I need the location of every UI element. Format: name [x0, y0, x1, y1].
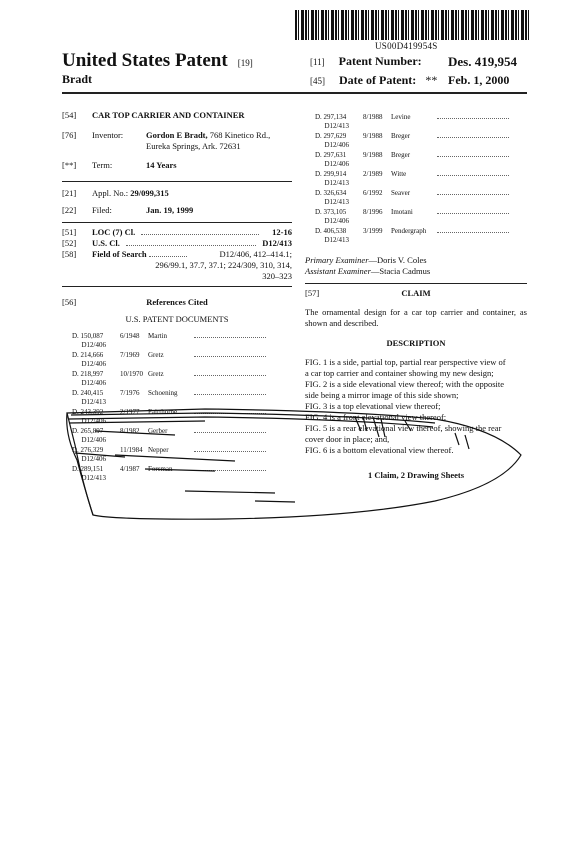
reference-class: D12/413	[324, 179, 349, 187]
claim-tag: [57]	[305, 288, 320, 298]
appl-field	[62, 188, 292, 199]
reference-class: D12/413	[324, 236, 349, 244]
reference-date: 4/1987	[120, 465, 140, 473]
reference-row	[315, 169, 527, 188]
reference-date: 8/1982	[120, 427, 140, 435]
reference-date: 7/1969	[120, 351, 140, 359]
leader-dots	[437, 112, 509, 119]
field-value-1: D12/406, 412–414.1;	[219, 249, 292, 259]
reference-name: Martin	[148, 332, 168, 340]
reference-date: 3/1999	[363, 227, 383, 235]
inventor-short: Bradt	[62, 72, 92, 86]
latch-marks	[355, 417, 367, 431]
reference-class: D12/406	[324, 217, 349, 225]
date-value: Feb. 1, 2000	[448, 73, 510, 87]
reference-row	[315, 188, 527, 207]
claim-text: The ornamental design for a car top carrier and container, as shown and described.	[305, 307, 527, 328]
reference-row	[72, 350, 292, 369]
title-text: CAR TOP CARRIER AND CONTAINER	[92, 110, 245, 120]
uscl-field	[62, 238, 292, 249]
claims-summary: 1 Claim, 2 Drawing Sheets	[367, 470, 465, 480]
references-heading	[62, 297, 292, 308]
patent-date	[310, 73, 510, 88]
loc-field	[62, 227, 292, 238]
reference-class: D12/413	[324, 198, 349, 206]
reference-class: D12/413	[81, 398, 106, 406]
leader-dots	[437, 169, 509, 176]
latch-marks	[373, 417, 385, 437]
date-tag: [45]	[310, 76, 325, 86]
header-rule	[62, 92, 527, 94]
title-field	[62, 110, 292, 121]
reference-number: D. 243,392	[72, 408, 104, 416]
reference-number: D. 289,151	[72, 465, 104, 473]
surface-line	[145, 469, 215, 471]
date-label: Date of Patent:	[339, 73, 417, 87]
reference-name: Fairthorne	[148, 408, 178, 416]
description-line: FIG. 3 is a top elevational view thereof;	[305, 401, 441, 411]
refs-title: References Cited	[146, 297, 208, 307]
reference-name: Imotani	[391, 208, 413, 216]
reference-name: Seaver	[391, 189, 411, 197]
number-tag: [11]	[310, 57, 325, 67]
reference-class: D12/406	[324, 141, 349, 149]
description-line: FIG. 6 is a bottom elevational view thereof.	[305, 445, 454, 455]
description-line: FIG. 2 is a side elevational view thereof; with the opposite	[305, 379, 504, 389]
term-tag: [**]	[62, 160, 77, 170]
country-tag: [19]	[237, 58, 253, 68]
term-value: 14 Years	[146, 160, 177, 170]
reference-name: Breger	[391, 132, 411, 140]
claim-heading	[305, 288, 527, 299]
reference-number: D. 265,897	[72, 427, 104, 435]
reference-date: 10/1970	[120, 370, 143, 378]
reference-class: D12/406	[81, 360, 106, 368]
primary-examiner	[305, 255, 527, 266]
field-label: Field of Search	[92, 249, 147, 259]
inventor-address-2: Eureka Springs, Ark. 72631	[146, 141, 241, 151]
leader-dots	[437, 207, 509, 214]
reference-row	[315, 150, 527, 169]
reference-number: D. 297,629	[315, 132, 347, 140]
leader-dots	[194, 388, 266, 395]
surface-line	[255, 501, 295, 502]
reference-class: D12/413	[81, 474, 106, 482]
latch-marks	[405, 421, 411, 431]
surface-line	[95, 431, 175, 435]
refs-tag: [56]	[62, 297, 77, 307]
description-title: DESCRIPTION	[386, 338, 446, 348]
reference-row	[315, 112, 527, 131]
reference-number: D. 373,105	[315, 208, 347, 216]
reference-class: D12/406	[324, 160, 349, 168]
leader-dots	[437, 131, 509, 138]
inventor-tag: [76]	[62, 130, 77, 140]
claim-title: CLAIM	[401, 288, 431, 298]
description-line: FIG. 5 is a rear elevational view thereof, showing the rear	[305, 423, 502, 433]
latch-marks	[455, 433, 469, 449]
reference-date: 8/1996	[363, 208, 383, 216]
reference-row	[315, 226, 527, 245]
reference-class: D12/406	[81, 436, 106, 444]
rule	[62, 286, 292, 287]
reference-number: D. 326,634	[315, 189, 347, 197]
inventor-address-1: 768 Kinetico Rd.,	[209, 130, 271, 140]
primary-name: —Doris V. Coles	[368, 255, 427, 265]
reference-date: 7/1976	[120, 389, 140, 397]
inventor-field	[62, 130, 292, 152]
reference-name: Pendergraph	[391, 227, 427, 235]
barcode	[295, 10, 530, 40]
date-stars: **	[425, 73, 438, 87]
reference-name: Gretz	[148, 370, 164, 378]
reference-name: Levine	[391, 113, 411, 121]
reference-number: D. 276,329	[72, 446, 104, 454]
reference-number: D. 218,997	[72, 370, 104, 378]
reference-class: D12/413	[324, 122, 349, 130]
filed-label: Filed:	[92, 205, 112, 215]
leader-dots	[194, 369, 266, 376]
reference-name: Gerber	[148, 427, 168, 435]
reference-class: D12/406	[81, 379, 106, 387]
appl-tag: [21]	[62, 188, 77, 198]
reference-number: D. 297,631	[315, 151, 347, 159]
description-line: side being a mirror image of this side shown;	[305, 390, 459, 400]
patent-number	[310, 54, 517, 69]
inventor-name: Gordon E Bradt,	[146, 130, 208, 140]
filed-field	[62, 205, 292, 216]
description-line: FIG. 4 is a front elevational view thereof;	[305, 412, 447, 422]
leader-dots	[437, 150, 509, 157]
primary-label: Primary Examiner	[305, 255, 369, 265]
reference-row	[315, 131, 527, 150]
reference-number: D. 214,666	[72, 351, 104, 359]
field-of-search	[62, 249, 292, 282]
reference-name: Nepper	[148, 446, 169, 454]
description-line: a car top carrier and container showing my new design;	[305, 368, 494, 378]
rule	[305, 283, 527, 284]
leader-dots	[194, 331, 266, 338]
filed-value: Jan. 19, 1999	[146, 205, 194, 215]
term-label: Term:	[92, 160, 113, 170]
reference-number: D. 150,087	[72, 332, 104, 340]
filed-tag: [22]	[62, 205, 77, 215]
lid-edge	[69, 421, 205, 423]
assistant-examiner	[305, 266, 527, 277]
surface-line	[185, 491, 275, 493]
assistant-label: Assistant Examiner	[305, 266, 371, 276]
carrier-outline	[67, 409, 521, 519]
reference-class: D12/406	[81, 341, 106, 349]
leader-dots	[437, 226, 509, 233]
references-list-right	[315, 112, 527, 245]
reference-date: 11/1984	[120, 446, 143, 454]
reference-class: D12/406	[81, 455, 106, 463]
rule	[62, 222, 292, 223]
reference-number: D. 299,914	[315, 170, 347, 178]
reference-name: Schoening	[148, 389, 178, 397]
rule	[62, 181, 292, 182]
assistant-name: —Stacia Cadmus	[370, 266, 431, 276]
field-value-3: 320–323	[262, 271, 292, 281]
surface-line	[115, 455, 235, 461]
reference-name: Witte	[391, 170, 407, 178]
title-tag: [54]	[62, 110, 77, 120]
reference-date: 2/1977	[120, 408, 140, 416]
reference-number: D. 406,538	[315, 227, 347, 235]
field-value-2: 296/99.1, 37.7, 37.1; 224/309, 310, 314,	[155, 260, 292, 270]
loc-value: 12-16	[272, 227, 292, 237]
leader-dots	[194, 350, 266, 357]
reference-row	[315, 207, 527, 226]
reference-name: Breger	[391, 151, 411, 159]
leader-dots	[437, 188, 509, 195]
loc-tag: [51]	[62, 227, 77, 237]
reference-date: 6/1992	[363, 189, 383, 197]
number-label: Patent Number:	[338, 54, 422, 68]
reference-name: Forsman	[148, 465, 173, 473]
carrier-drawing	[55, 405, 530, 530]
appl-label: Appl. No.:	[92, 188, 129, 198]
number-value: Des. 419,954	[448, 54, 517, 69]
reference-date: 9/1988	[363, 132, 383, 140]
refs-subtitle: U.S. PATENT DOCUMENTS	[125, 314, 229, 324]
reference-name: Gretz	[148, 351, 164, 359]
field-tag: [58]	[62, 249, 77, 259]
document-number: US00D419954S	[375, 41, 438, 51]
uscl-value: D12/413	[262, 238, 292, 248]
loc-label: LOC (7) Cl.	[92, 227, 136, 237]
reference-date: 2/1989	[363, 170, 383, 178]
reference-number: D. 297,134	[315, 113, 347, 121]
reference-date: 6/1948	[120, 332, 140, 340]
inventor-label: Inventor:	[92, 130, 124, 140]
uscl-tag: [52]	[62, 238, 77, 248]
description-line: FIG. 1 is a side, partial top, partial rear perspective view of	[305, 357, 506, 367]
term-field	[62, 160, 292, 171]
description-line: cover door in place; and,	[305, 434, 390, 444]
reference-row	[72, 369, 292, 388]
appl-value: 29/099,315	[130, 188, 169, 198]
uscl-label: U.S. Cl.	[92, 238, 120, 248]
patent-country	[62, 50, 253, 72]
reference-date: 8/1988	[363, 113, 383, 121]
reference-number: D. 240,415	[72, 389, 104, 397]
reference-row	[72, 331, 292, 350]
reference-date: 9/1988	[363, 151, 383, 159]
country-text: United States Patent	[62, 50, 228, 71]
reference-class: D12/406	[81, 417, 106, 425]
